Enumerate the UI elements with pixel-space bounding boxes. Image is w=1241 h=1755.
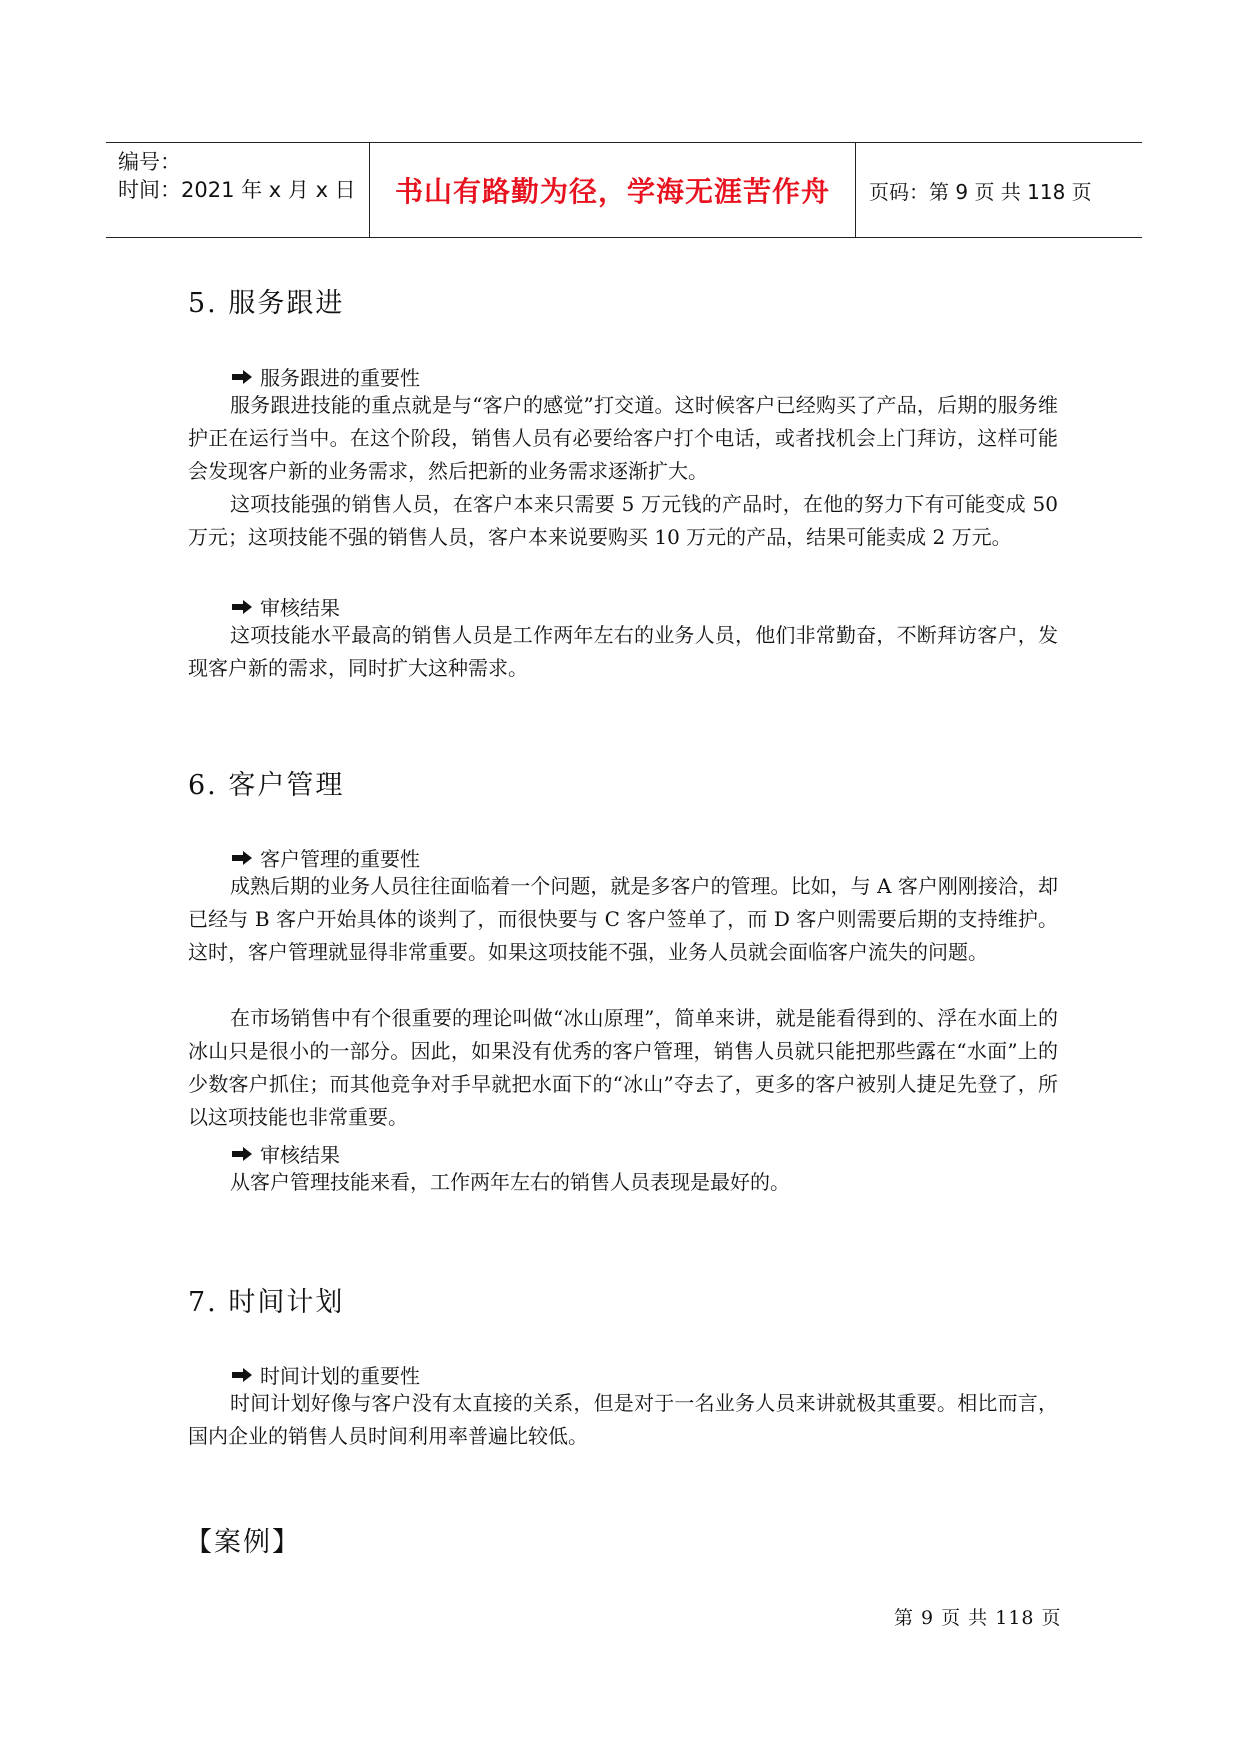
- section-title-5: 5. 服务跟进: [188, 288, 345, 319]
- doc-code-label: 编号：: [118, 150, 181, 174]
- paragraph-7-1: 时间计划好像与客户没有太直接的关系，但是对于一名业务人员来讲就极其重要。相比而言，国内企业的销售人员时间利用率普遍比较低。: [188, 1391, 1058, 1448]
- bullet-6-result: [232, 1139, 340, 1168]
- bullet-label: 客户管理的重要性: [260, 847, 420, 871]
- arrow-right-icon: [232, 1147, 252, 1161]
- case-heading: 【案例】: [185, 1527, 301, 1558]
- header-page-number: 页码：第 9 页 共 118 页: [869, 179, 1092, 204]
- motto-text: 书山有路勤为径，学海无涯苦作舟: [394, 175, 830, 208]
- page-footer: 第 9 页 共 118 页: [894, 1607, 1062, 1629]
- bullet-label: 服务跟进的重要性: [260, 366, 420, 390]
- page-header: [106, 142, 1142, 238]
- bullet-label: 审核结果: [260, 596, 340, 620]
- section-title-6: 6. 客户管理: [188, 770, 345, 801]
- header-motto-cell: [370, 143, 856, 237]
- paragraph-5-2: 这项技能强的销售人员，在客户本来只需要 5 万元钱的产品时，在他的努力下有可能变成 50 万元；这项技能不强的销售人员，客户本来说要购买 10 万元的产品，结果可能卖成 2 万元。: [188, 492, 1058, 549]
- header-meta: [106, 143, 370, 237]
- bullet-label: 时间计划的重要性: [260, 1364, 420, 1388]
- paragraph-6-2: 在市场销售中有个很重要的理论叫做“冰山原理”，简单来讲，就是能看得到的、浮在水面上的冰山只是很小的一部分。因此，如果没有优秀的客户管理，销售人员就只能把那些露在“水面”上的少数客户抓住；而其他竞争对手早就把水面下的“冰山”夺去了，更多的客户被别人捷足先登了，所以这项技能也非常重要。: [188, 1006, 1058, 1129]
- arrow-right-icon: [232, 370, 252, 384]
- arrow-right-icon: [232, 600, 252, 614]
- doc-time-label: 时间：2021 年 x 月 x 日: [118, 178, 356, 202]
- bullet-5-importance: [232, 362, 420, 391]
- bullet-5-result: [232, 592, 340, 621]
- paragraph-6-3: 从客户管理技能来看，工作两年左右的销售人员表现是最好的。: [230, 1170, 790, 1194]
- arrow-right-icon: [232, 1368, 252, 1382]
- header-page-cell: [857, 143, 1142, 237]
- section-title-7: 7. 时间计划: [188, 1287, 345, 1318]
- arrow-right-icon: [232, 851, 252, 865]
- bullet-6-importance: [232, 843, 420, 872]
- paragraph-5-3: 这项技能水平最高的销售人员是工作两年左右的业务人员，他们非常勤奋，不断拜访客户，发现客户新的需求，同时扩大这种需求。: [188, 623, 1058, 680]
- bullet-7-importance: [232, 1360, 420, 1389]
- bullet-label: 审核结果: [260, 1143, 340, 1167]
- paragraph-5-1: 服务跟进技能的重点就是与“客户的感觉”打交道。这时候客户已经购买了产品，后期的服务维护正在运行当中。在这个阶段，销售人员有必要给客户打个电话，或者找机会上门拜访，这样可能会发现客户新的业务需求，然后把新的业务需求逐渐扩大。: [188, 393, 1058, 483]
- paragraph-6-1: 成熟后期的业务人员往往面临着一个问题，就是多客户的管理。比如，与 A 客户刚刚接洽，却已经与 B 客户开始具体的谈判了，而很快要与 C 客户签单了，而 D 客户则需要后期的支持维护。这时，客户管理就显得非常重要。如果这项技能不强，业务人员就会面临客户流失的问题。: [188, 874, 1058, 964]
